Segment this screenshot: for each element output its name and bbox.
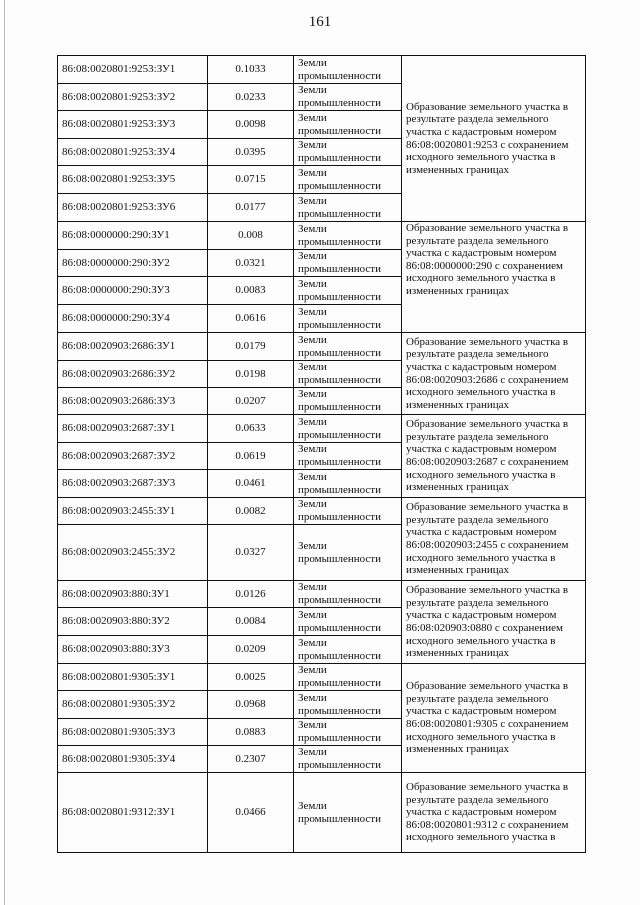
area-cell: 0.0616 [208,305,294,333]
land-category-cell: Земли промышленности [294,56,402,84]
area-cell: 0.0209 [208,636,294,664]
land-category-cell: Земли промышленности [294,84,402,111]
cadastral-number-cell: 86:08:0020903:2687:ЗУ1 [58,415,208,443]
land-category-cell: Земли промышленности [294,664,402,691]
land-category-cell: Земли промышленности [294,139,402,166]
cadastral-number-cell: 86:08:0020801:9305:ЗУ1 [58,664,208,691]
table-row [58,498,586,525]
area-cell: 0.0082 [208,498,294,525]
cadastral-number-cell: 86:08:0020801:9253:ЗУ1 [58,56,208,84]
area-cell: 0.0098 [208,111,294,139]
formation-note-cell: Образование земельного участка в результате раздела земельного участка с кадастровым номером 86:08:0020903:2687 с сохранением исходного земельного участка в измененных границах [402,415,586,498]
area-cell: 0.0126 [208,581,294,608]
cadastral-number-cell: 86:08:0000000:290:ЗУ1 [58,222,208,250]
cadastral-number-cell: 86:08:0020801:9253:ЗУ4 [58,139,208,166]
table-row [58,333,586,361]
land-category-cell: Земли промышленности [294,166,402,194]
area-cell: 0.0968 [208,691,294,719]
cadastral-number-cell: 86:08:0020903:880:ЗУ3 [58,636,208,664]
table-row [58,773,586,853]
area-cell: 0.0715 [208,166,294,194]
cadastral-number-cell: 86:08:0020801:9305:ЗУ2 [58,691,208,719]
cadastral-number-cell: 86:08:0020801:9253:ЗУ5 [58,166,208,194]
cadastral-number-cell: 86:08:0020903:2686:ЗУ2 [58,361,208,388]
formation-note-cell: Образование земельного участка в результате раздела земельного участка с кадастровым номером 86:08:0020903:2686 с сохранением исходного земельного участка в измененных границах [402,333,586,415]
area-cell: 0.0233 [208,84,294,111]
table-row [58,222,586,250]
cadastral-number-cell: 86:08:0020801:9253:ЗУ6 [58,194,208,222]
area-cell: 0.0179 [208,333,294,361]
formation-note-cell: Образование земельного участка в результате раздела земельного участка с кадастровым номером 86:08:0020801:9312 с сохранением исходного земельного участка в [402,773,586,853]
land-category-cell: Земли промышленности [294,746,402,773]
cadastral-number-cell: 86:08:0000000:290:ЗУ2 [58,250,208,277]
cadastral-number-cell: 86:08:0020903:880:ЗУ1 [58,581,208,608]
area-cell: 0.0207 [208,388,294,415]
area-cell: 0.0025 [208,664,294,691]
area-cell: 0.0198 [208,361,294,388]
cadastral-number-cell: 86:08:0020801:9253:ЗУ2 [58,84,208,111]
land-category-cell: Земли промышленности [294,498,402,525]
land-category-cell: Земли промышленности [294,773,402,853]
formation-note-cell: Образование земельного участка в результате раздела земельного участка с кадастровым номером 86:08:0020903:2455 с сохранением исходного земельного участка в измененных границах [402,498,586,581]
cadastral-number-cell: 86:08:0000000:290:ЗУ3 [58,277,208,305]
cadastral-number-cell: 86:08:0020903:2455:ЗУ2 [58,525,208,581]
table-row [58,664,586,691]
land-category-cell: Земли промышленности [294,443,402,470]
area-cell: 0.0084 [208,608,294,636]
cadastral-number-cell: 86:08:0020903:2687:ЗУ3 [58,470,208,498]
cadastral-number-cell: 86:08:0020903:2686:ЗУ1 [58,333,208,361]
area-cell: 0.008 [208,222,294,250]
land-category-cell: Земли промышленности [294,333,402,361]
area-cell: 0.0395 [208,139,294,166]
area-cell: 0.0883 [208,719,294,746]
scan-edge [4,0,5,905]
table-row [58,56,586,84]
area-cell: 0.1033 [208,56,294,84]
land-category-cell: Земли промышленности [294,415,402,443]
area-cell: 0.0177 [208,194,294,222]
land-category-cell: Земли промышленности [294,305,402,333]
land-category-cell: Земли промышленности [294,470,402,498]
area-cell: 0.0327 [208,525,294,581]
area-cell: 0.0633 [208,415,294,443]
table-row [58,415,586,443]
land-category-cell: Земли промышленности [294,719,402,746]
table-row [58,581,586,608]
cadastral-number-cell: 86:08:0020903:880:ЗУ2 [58,608,208,636]
area-cell: 0.0466 [208,773,294,853]
cadastral-number-cell: 86:08:0000000:290:ЗУ4 [58,305,208,333]
land-category-cell: Земли промышленности [294,194,402,222]
land-plots-table [57,55,586,853]
land-category-cell: Земли промышленности [294,581,402,608]
land-category-cell: Земли промышленности [294,525,402,581]
land-category-cell: Земли промышленности [294,388,402,415]
area-cell: 0.2307 [208,746,294,773]
land-category-cell: Земли промышленности [294,361,402,388]
cadastral-number-cell: 86:08:0020801:9305:ЗУ4 [58,746,208,773]
land-category-cell: Земли промышленности [294,608,402,636]
formation-note-cell: Образование земельного участка в результате раздела земельного участка с кадастровым номером 86:08:0000000:290 с сохранением исходного земельного участка в измененных границах [402,222,586,333]
cadastral-number-cell: 86:08:0020801:9305:ЗУ3 [58,719,208,746]
area-cell: 0.0321 [208,250,294,277]
land-category-cell: Земли промышленности [294,111,402,139]
page-number: 161 [308,14,332,30]
cadastral-number-cell: 86:08:0020903:2686:ЗУ3 [58,388,208,415]
area-cell: 0.0619 [208,443,294,470]
cadastral-number-cell: 86:08:0020903:2455:ЗУ1 [58,498,208,525]
land-category-cell: Земли промышленности [294,636,402,664]
formation-note-cell: Образование земельного участка в результате раздела земельного участка с кадастровым номером 86:08:0020801:9305 с сохранением исходного земельного участка в измененных границах [402,664,586,773]
land-category-cell: Земли промышленности [294,277,402,305]
formation-note-cell: Образование земельного участка в результате раздела земельного участка с кадастровым номером 86:08:0020801:9253 с сохранением исходного земельного участка в измененных границах [402,56,586,222]
land-category-cell: Земли промышленности [294,250,402,277]
area-cell: 0.0461 [208,470,294,498]
cadastral-number-cell: 86:08:0020801:9312:ЗУ1 [58,773,208,853]
area-cell: 0.0083 [208,277,294,305]
land-category-cell: Земли промышленности [294,691,402,719]
formation-note-cell: Образование земельного участка в результате раздела земельного участка с кадастровым номером 86:08:020903:0880 с сохранением исходного земельного участка в измененных границах [402,581,586,664]
cadastral-number-cell: 86:08:0020801:9253:ЗУ3 [58,111,208,139]
land-category-cell: Земли промышленности [294,222,402,250]
cadastral-number-cell: 86:08:0020903:2687:ЗУ2 [58,443,208,470]
